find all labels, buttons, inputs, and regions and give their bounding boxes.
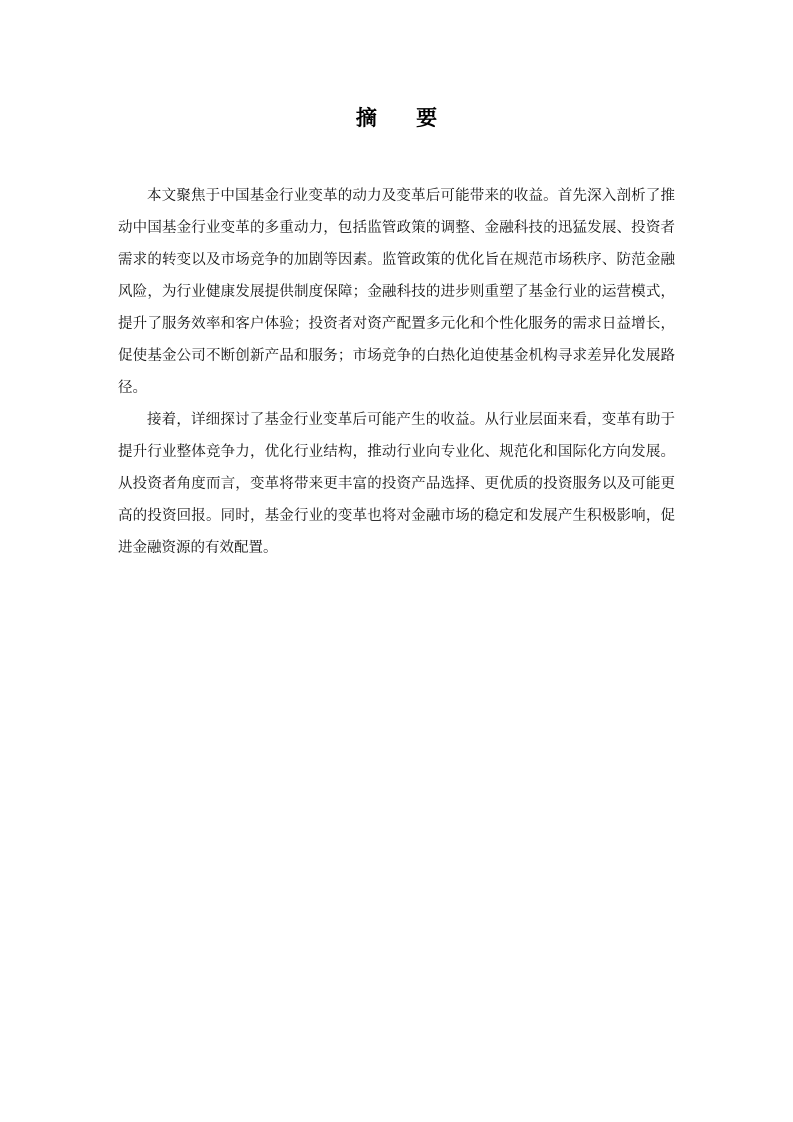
abstract-body (118, 180, 675, 564)
paragraph-1: 本文聚焦于中国基金行业变革的动力及变革后可能带来的收益。首先深入剖析了推动中国基金行业变革的多重动力，包括监管政策的调整、金融科技的迅猛发展、投资者需求的转变以及市场竞争的加剧等因素。监管政策的优化旨在规范市场秩序、防范金融风险，为行业健康发展提供制度保障；金融科技的进步则重塑了基金行业的运营模式，提升了服务效率和客户体验；投资者对资产配置多元化和个性化服务的需求日益增长，促使基金公司不断创新产品和服务；市场竞争的白热化迫使基金机构寻求差异化发展路径。 (118, 188, 675, 396)
paragraph-2: 接着，详细探讨了基金行业变革后可能产生的收益。从行业层面来看，变革有助于提升行业整体竞争力，优化行业结构，推动行业向专业化、规范化和国际化方向发展。从投资者角度而言，变革将带来更丰富的投资产品选择、更优质的投资服务以及可能更高的投资回报。同时，基金行业的变革也将对金融市场的稳定和发展产生积极影响，促进金融资源的有效配置。 (118, 412, 675, 556)
page-title: 摘 要 (355, 105, 454, 130)
